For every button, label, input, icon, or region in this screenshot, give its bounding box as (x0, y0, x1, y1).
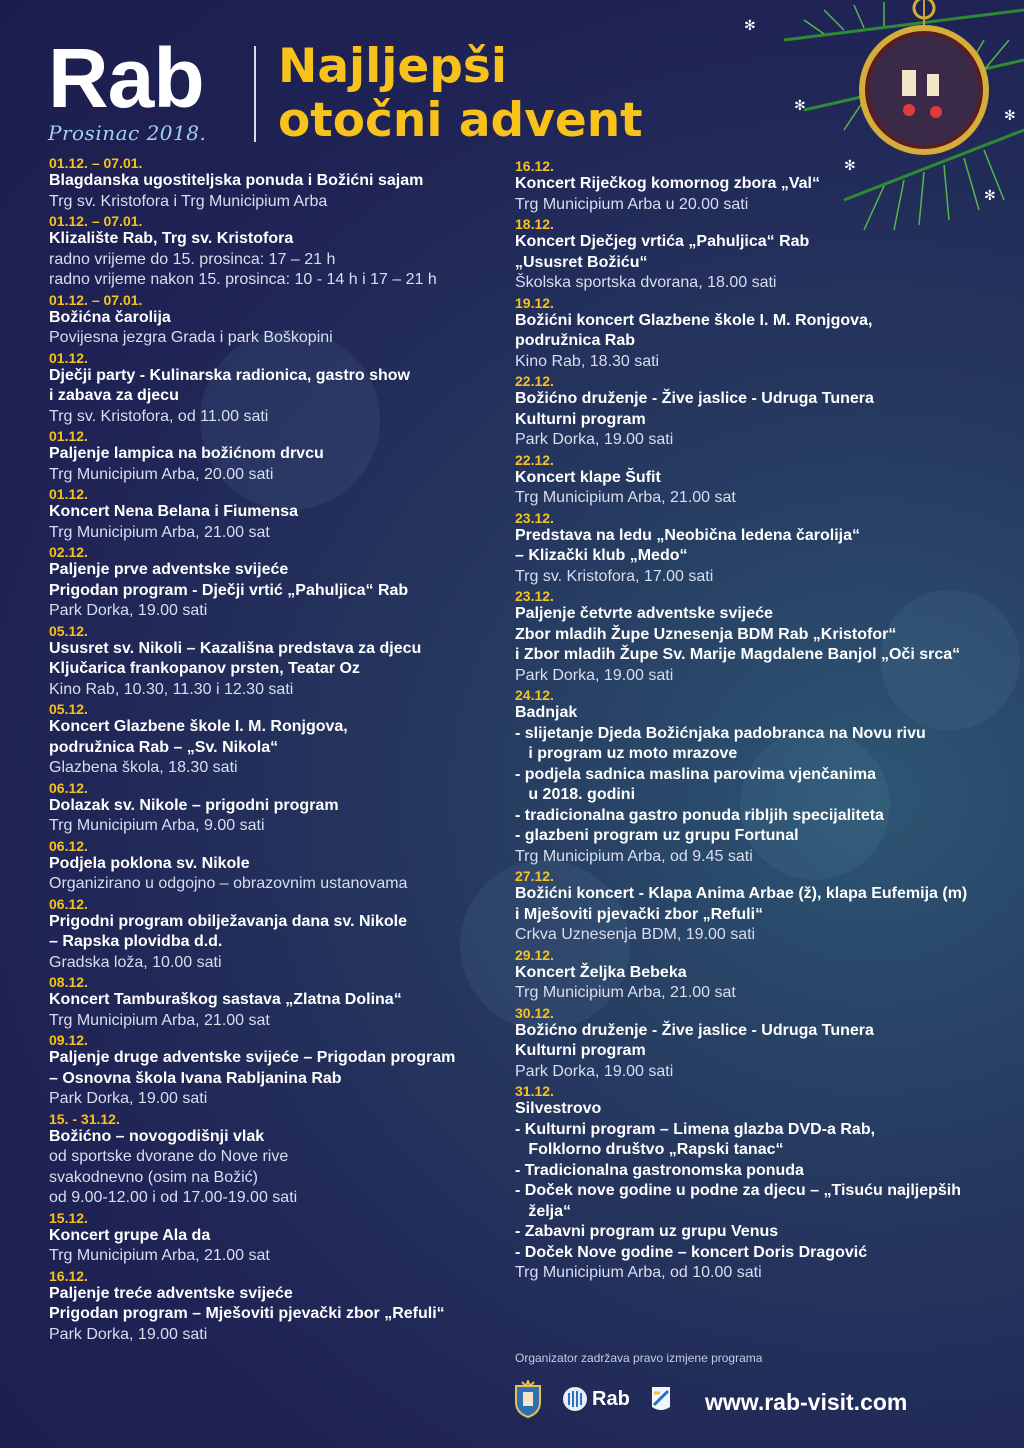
event-item (515, 295, 1005, 373)
header-divider (254, 46, 256, 142)
event-title: Koncert Glazbene škole I. M. Ronjgova, (49, 718, 348, 735)
event-location: Kino Rab, 18.30 sati (515, 352, 660, 370)
logo-date: Prosinac 2018. (48, 121, 207, 145)
event-item (49, 292, 499, 349)
event-title: Prigodan program - Dječji vrtić „Pahuljica“ Rab (49, 581, 409, 599)
event-title: i Zbor mladih Župe Sv. Marije Magdalene Banjol „Oči srca“ (515, 646, 961, 663)
event-item (49, 350, 499, 428)
event-title: Božićna čarolija (49, 308, 171, 326)
event-date: 05.12. (49, 622, 88, 639)
event-item (49, 896, 499, 974)
event-location: Školska sportska dvorana, 18.00 sati (515, 274, 777, 291)
event-title: Dječji party - Kulinarska radionica, gastro show (49, 366, 410, 384)
title-line-1: Najljepši (278, 39, 507, 94)
event-title: podružnica Rab – „Sv. Nikola“ (49, 738, 279, 756)
event-date: 08.12. (49, 974, 88, 990)
event-location: Trg Municipium Arba, od 9.45 sati (515, 847, 753, 865)
event-item (49, 1111, 499, 1209)
event-location: Park Dorka, 19.00 sati (49, 602, 208, 619)
page-title (278, 40, 643, 148)
svg-text:✻: ✻ (1004, 108, 1016, 124)
event-location: Trg Municipium Arba, od 10.00 sati (515, 1264, 762, 1281)
event-location: Trg Municipium Arba, 21.00 sat (515, 984, 736, 1001)
event-title: - Kulturni program – Limena glazba DVD-a Rab, (515, 1120, 876, 1138)
event-item (49, 486, 499, 543)
event-date: 24.12. (515, 687, 554, 703)
event-location: radno vrijeme do 15. prosinca: 17 – 21 h (49, 250, 336, 268)
event-date: 30.12. (515, 1004, 554, 1021)
event-title: Paljenje druge adventske svijeće – Prigodan program (49, 1049, 456, 1066)
event-location: Park Dorka, 19.00 sati (49, 1325, 208, 1343)
event-date: 23.12. (515, 588, 554, 604)
svg-text:✻: ✻ (984, 188, 996, 204)
event-item (49, 544, 499, 622)
events-column-left (49, 155, 499, 1346)
event-item (49, 780, 499, 837)
event-date: 01.12. (49, 349, 88, 366)
event-item (515, 1005, 1005, 1083)
event-item (515, 373, 1005, 451)
event-title: - Doček Nove godine – koncert Doris Dragović (515, 1243, 868, 1261)
event-title: Koncert Dječjeg vrtića „Pahuljica“ Rab (515, 233, 810, 250)
event-title: Dolazak sv. Nikole – prigodni program (49, 796, 339, 814)
event-item (49, 701, 499, 779)
event-date: 01.12. (49, 428, 88, 444)
footer-logos (512, 1380, 674, 1418)
event-location: Trg Municipium Arba, 21.00 sat (49, 523, 270, 541)
event-title: Božićno druženje - Žive jaslice - Udruga Tunera (515, 390, 874, 407)
events-column-right (515, 158, 1005, 1285)
event-location: Park Dorka, 19.00 sati (515, 1062, 674, 1080)
event-item (515, 588, 1005, 686)
event-date: 09.12. (49, 1032, 88, 1048)
event-title: želja“ (515, 1202, 572, 1220)
event-title: Podjela poklona sv. Nikole (49, 854, 250, 872)
event-title: Božićni koncert - Klapa Anima Arbae (ž), klapa Eufemija (m) (515, 885, 968, 902)
event-location: Organizirano u odgojno – obrazovnim ustanovama (49, 875, 408, 892)
event-title: Paljenje treće adventske svijeće (49, 1284, 293, 1302)
event-location: od sportske dvorane do Nove rive (49, 1148, 289, 1165)
event-title: – Klizački klub „Medo“ (515, 547, 688, 564)
event-title: Kulturni program (515, 1042, 646, 1059)
event-item (515, 216, 1005, 294)
event-title: Paljenje prve adventske svijeće (49, 561, 289, 578)
event-location: Kino Rab, 10.30, 11.30 i 12.30 sati (49, 680, 294, 698)
event-title: Koncert klape Šufit (515, 468, 661, 486)
event-item (49, 428, 499, 485)
event-title: Božićno – novogodišnji vlak (49, 1127, 265, 1145)
event-item (515, 158, 1005, 215)
event-item (49, 213, 499, 291)
event-title: Badnjak (515, 704, 578, 721)
event-date: 22.12. (515, 373, 554, 389)
event-title: Silvestrovo (515, 1100, 602, 1117)
event-location: svakodnevno (osim na Božić) (49, 1168, 258, 1186)
event-title: - Tradicionalna gastronomska ponuda (515, 1161, 804, 1179)
event-title: - Doček nove godine u podne za djecu – „Tisuću najljepših (515, 1182, 962, 1199)
event-title: - slijetanje Djeda Božićnjaka padobranca na Novu rivu (515, 724, 926, 742)
event-date: 01.12. (49, 486, 88, 502)
svg-text:✻: ✻ (794, 98, 806, 114)
event-location: Povijesna jezgra Grada i park Boškopini (49, 329, 333, 346)
event-date: 18.12. (515, 216, 554, 232)
event-title: – Osnovna škola Ivana Rabljanina Rab (49, 1069, 342, 1087)
event-title: Koncert Riječkog komornog zbora „Val“ (515, 175, 820, 192)
event-item (515, 947, 1005, 1004)
event-item (515, 452, 1005, 509)
event-location: Trg Municipium Arba u 20.00 sati (515, 195, 749, 213)
event-date: 01.12. – 07.01. (49, 213, 143, 229)
event-title: Prigodni program obilježavanja dana sv. Nikole (49, 912, 408, 930)
event-title: Koncert Željka Bebeka (515, 963, 687, 981)
event-location: Trg sv. Kristofora i Trg Municipium Arba (49, 192, 328, 210)
event-title: Ususret sv. Nikoli – Kazališna predstava za djecu (49, 639, 422, 657)
event-location: od 9.00-12.00 i od 17.00-19.00 sati (49, 1189, 298, 1206)
rab-logo: Rab (48, 31, 204, 125)
event-item (49, 838, 499, 895)
event-location: Park Dorka, 19.00 sati (515, 666, 674, 684)
event-date: 01.12. – 07.01. (49, 291, 143, 308)
event-date: 15.12. (49, 1209, 88, 1226)
event-title: Zbor mladih Župe Uznesenja BDM Rab „Kristofor“ (515, 625, 897, 643)
event-title: i Mješoviti pjevački zbor „Refuli“ (515, 905, 764, 923)
event-item (49, 623, 499, 701)
event-date: 01.12. – 07.01. (49, 155, 143, 171)
event-title: – Rapska plovidba d.d. (49, 933, 223, 950)
event-title: Kulturni program (515, 410, 646, 428)
event-location: Crkva Uznesenja BDM, 19.00 sati (515, 926, 756, 943)
event-title: Blagdanska ugostiteljska ponuda i Božićni sajam (49, 172, 424, 189)
event-title: podružnica Rab (515, 332, 636, 349)
tourist-board-logo (562, 1386, 630, 1412)
event-location: Trg sv. Kristofora, od 11.00 sati (49, 407, 269, 425)
event-location: Trg Municipium Arba, 21.00 sat (49, 1011, 270, 1029)
event-date: 06.12. (49, 895, 88, 912)
event-location: radno vrijeme nakon 15. prosinca: 10 - 14 h i 17 – 21 h (49, 271, 437, 288)
event-title: „Ususret Božiću“ (515, 253, 648, 271)
event-item (49, 155, 499, 212)
event-title: Paljenje četvrte adventske svijeće (515, 605, 773, 622)
event-date: 31.12. (515, 1083, 554, 1099)
event-location: Trg Municipium Arba, 20.00 sati (49, 465, 274, 483)
event-title: Folklorno društvo „Rapski tanac“ (515, 1141, 784, 1158)
event-date: 02.12. (49, 544, 88, 560)
event-title: - podjela sadnica maslina parovima vjenčanima (515, 765, 877, 783)
svg-text:✻: ✻ (744, 18, 756, 34)
event-date: 16.12. (49, 1267, 88, 1284)
event-date: 16.12. (515, 158, 554, 174)
event-location: Gradska loža, 10.00 sati (49, 953, 222, 971)
event-item (49, 1210, 499, 1267)
event-date: 15. - 31.12. (49, 1110, 120, 1127)
event-title: Koncert Nena Belana i Fiumensa (49, 503, 298, 520)
event-item (49, 1268, 499, 1346)
event-date: 27.12. (515, 868, 554, 884)
svg-text:✻: ✻ (844, 158, 856, 174)
event-location: Trg Municipium Arba, 21.00 sat (49, 1247, 270, 1264)
event-item (49, 1032, 499, 1110)
event-date: 29.12. (515, 946, 554, 963)
event-item (515, 1083, 1005, 1284)
city-coat-of-arms-icon (512, 1380, 544, 1418)
event-location: Park Dorka, 19.00 sati (49, 1090, 208, 1107)
event-title: Paljenje lampica na božićnom drvcu (49, 445, 324, 462)
event-title: Božićni koncert Glazbene škole I. M. Ronjgova, (515, 311, 873, 329)
event-title: - tradicionalna gastro ponuda ribljih specijaliteta (515, 806, 884, 824)
event-item (515, 868, 1005, 946)
event-title: - glazbeni program uz grupu Fortunal (515, 827, 799, 844)
event-date: 22.12. (515, 451, 554, 468)
event-item (515, 510, 1005, 588)
event-title: Koncert Tamburaškog sastava „Zlatna Dolina“ (49, 991, 402, 1008)
event-date: 06.12. (49, 779, 88, 796)
event-title: Prigodan program – Mješoviti pjevački zbor „Refuli“ (49, 1305, 445, 1322)
event-title: Koncert grupe Ala da (49, 1226, 211, 1244)
event-location: Trg Municipium Arba, 9.00 sati (49, 817, 265, 834)
event-date: 06.12. (49, 837, 88, 854)
event-title: Predstava na ledu „Neobična ledena čarolija“ (515, 526, 861, 544)
event-title: i zabava za djecu (49, 387, 179, 404)
flag-icon (648, 1385, 674, 1413)
event-location: Trg Municipium Arba, 21.00 sat (515, 489, 736, 506)
event-date: 23.12. (515, 509, 554, 526)
disclaimer-note: Organizator zadržava pravo izmjene programa (515, 1351, 763, 1365)
event-title: Božićno druženje - Žive jaslice - Udruga Tunera (515, 1021, 874, 1039)
event-date: 19.12. (515, 294, 554, 311)
tourist-board-logo-text: Rab (592, 1387, 630, 1410)
event-item (49, 974, 499, 1031)
title-line-2: otočni advent (278, 93, 643, 148)
website-link[interactable]: www.rab-visit.com (705, 1389, 908, 1415)
waves-icon (562, 1386, 588, 1412)
event-location: Trg sv. Kristofora, 17.00 sati (515, 567, 714, 585)
event-title: Ključarica frankopanov prsten, Teatar Oz (49, 660, 360, 677)
event-title: - Zabavni program uz grupu Venus (515, 1223, 779, 1240)
event-item (515, 687, 1005, 867)
event-date: 05.12. (49, 701, 88, 717)
event-title: u 2018. godini (515, 786, 636, 803)
event-title: Klizalište Rab, Trg sv. Kristofora (49, 230, 294, 247)
event-title: i program uz moto mrazove (515, 745, 738, 762)
event-location: Glazbena škola, 18.30 sati (49, 759, 238, 776)
event-location: Park Dorka, 19.00 sati (515, 431, 674, 448)
